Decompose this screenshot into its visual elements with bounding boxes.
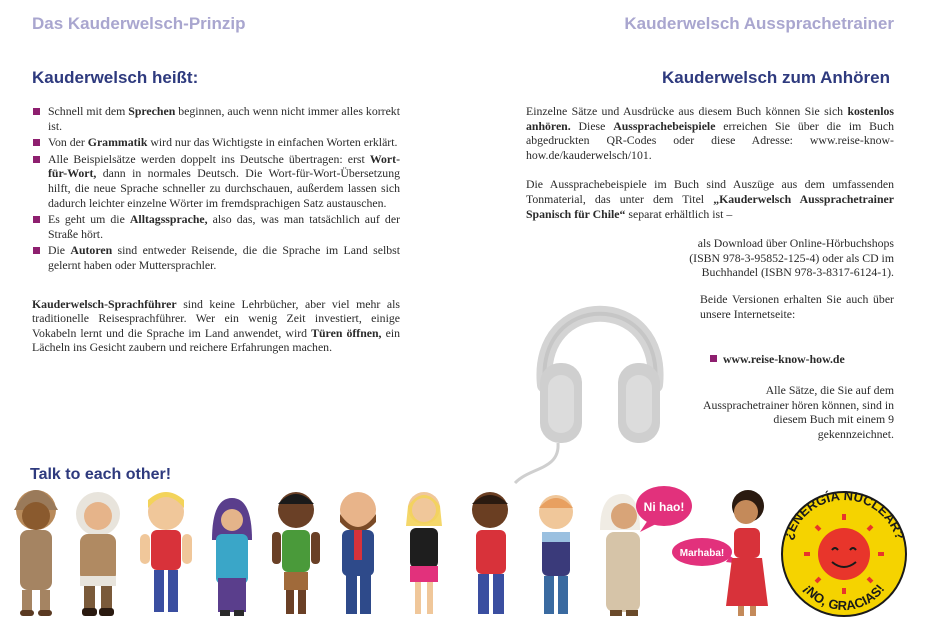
text-run: Schnell mit dem [48, 104, 129, 118]
sun-icon [818, 528, 870, 580]
right-paragraph-1 [526, 104, 894, 162]
text-run: Von der [48, 135, 88, 150]
right-paragraph-4: Beide Versionen erhalten Sie auch über unsere Internetseite: [700, 292, 894, 321]
talk-to-each-other-title: Talk to each other! [30, 466, 172, 483]
bold-text: Aussprachebeispiele [613, 118, 716, 133]
people-illustration [0, 470, 926, 640]
person-figure-10 [600, 494, 640, 616]
person-figure-4 [212, 498, 252, 616]
bold-text: „Kauderwelsch Aussprachetrainer Spanisch für Chile“ [526, 191, 894, 221]
left-paragraph [32, 297, 400, 355]
right-heading: Kauderwelsch zum Anhören [662, 68, 890, 87]
speech-bubble-nihao [636, 486, 692, 532]
principle-text [48, 243, 400, 272]
bold-text: Kauderwelsch-Sprachführer [32, 296, 177, 311]
text-run: Die [48, 243, 71, 258]
principle-text [48, 152, 400, 210]
principle-text [48, 104, 400, 133]
person-figure-1 [14, 490, 58, 616]
text-run: Alle Beispielsätze werden doppelt ins Deutsche übertragen: erst [48, 151, 370, 166]
bold-text: Wort-für-Wort, [48, 151, 400, 181]
text-run: sind keine Lehrbücher, aber viel mehr als traditionelle Reisesprachführer. Wer ein wenig Zeit investiert, einige Vokabeln lernt und die Sprache im Land anwendet, wird [32, 296, 400, 340]
anti-nuclear-badge [780, 488, 908, 616]
running-header-right: Kauderwelsch Aussprachetrainer [624, 14, 894, 33]
bullet-square-icon [33, 108, 40, 115]
bold-text: kostenlos anhören. [526, 104, 894, 133]
website-url[interactable]: www.reise-know-how.de [723, 352, 845, 366]
person-figure-7 [406, 492, 442, 614]
text-run: also das, was man tatsächlich auf der Straße hört. [48, 212, 400, 241]
bold-text: Autoren [70, 243, 113, 258]
bullet-square-icon [33, 156, 40, 163]
running-header-left: Das Kauderwelsch-Prinzip [32, 14, 246, 33]
text-run: erreichen Sie über die im Buch abgedruckten QR-Codes oder diese Adresse: www.reise-know-how.de/kauderwelsch/101. [526, 118, 895, 162]
person-figure-2 [76, 492, 120, 616]
text-run: sind entweder Reisende, die die Sprache im Land selbst gelernt haben oder Muttersprachler. [48, 243, 401, 272]
text-run: Einzelne Sätze und Ausdrücke aus diesem Buch können Sie sich [526, 104, 848, 118]
text-run: wird nur das Wichtigste in einfachen Worten erklärt. [147, 135, 398, 150]
principle-item-5 [32, 243, 400, 272]
bullet-square-icon [33, 139, 40, 146]
person-figure-9 [539, 495, 573, 614]
principle-list [32, 104, 400, 273]
bullet-square-icon [710, 355, 717, 362]
person-figure-8 [472, 492, 508, 614]
right-column [526, 104, 894, 221]
bullet-square-icon [33, 247, 40, 254]
bold-text: Sprechen [128, 104, 176, 118]
right-paragraph-2 [526, 177, 894, 221]
text-run: Es geht um die [48, 212, 130, 227]
text-run: separat erhältlich ist – [625, 206, 733, 221]
left-heading: Kauderwelsch heißt: [32, 68, 199, 87]
principle-item-2 [32, 135, 400, 150]
person-figure-5 [272, 492, 320, 614]
bullet-square-icon [33, 216, 40, 223]
text-run: Die Aussprachebeispiele im Buch sind Auszüge aus dem umfassenden Tonmaterial, das unter dem Titel [526, 177, 894, 206]
bold-text: Türen öffnen, [311, 325, 382, 340]
right-paragraph-5: Alle Sätze, die Sie auf dem Aussprachetrainer hören können, sind in diesem Buch mit einem 9 gekennzeichnet. [703, 383, 894, 441]
principle-text [48, 212, 400, 241]
text-run: dann in normales Deutsch. Die Wort-für-Wort-Übersetzung hilft, die neue Sprache schneller zu durchschauen, außerdem lassen sich dadurch leichter einzelne Wörter im fremdsprachigen Satz austauschen. [48, 166, 400, 210]
right-paragraph-3: als Download über Online-Hörbuchshops (ISBN 978-3-95852-125-4) oder als CD im Buchhandel (ISBN 978-3-8317-6124-1). [689, 236, 894, 280]
text-run: Diese [570, 118, 614, 133]
speech-bubble-marhaba [672, 538, 742, 566]
headphones-icon [500, 235, 700, 485]
bold-text: Grammatik [87, 135, 148, 150]
svg-text:¡NO, GRACIAS!: ¡NO, GRACIAS! [800, 581, 888, 614]
website-link[interactable] [710, 352, 845, 367]
person-figure-11 [726, 490, 768, 616]
text-run: ein Lächeln ins Gesicht zaubern und reichere Erfahrungen machen. [32, 325, 400, 355]
principle-text [48, 135, 397, 149]
text-run: beginnen, auch wenn nicht immer alles korrekt ist. [48, 104, 400, 133]
principle-item-3 [32, 152, 400, 210]
principle-item-1 [32, 104, 400, 133]
svg-text:¿ENERGÍA NUCLEAR?: ¿ENERGÍA NUCLEAR? [780, 487, 908, 542]
person-figure-3 [140, 492, 192, 612]
left-column [32, 104, 400, 367]
svg-text:Ni hao!: Ni hao! [643, 500, 685, 514]
bold-text: Alltagssprache, [129, 212, 208, 227]
person-figure-6 [340, 492, 376, 614]
svg-text:Marhaba!: Marhaba! [679, 548, 725, 559]
principle-item-4 [32, 212, 400, 241]
